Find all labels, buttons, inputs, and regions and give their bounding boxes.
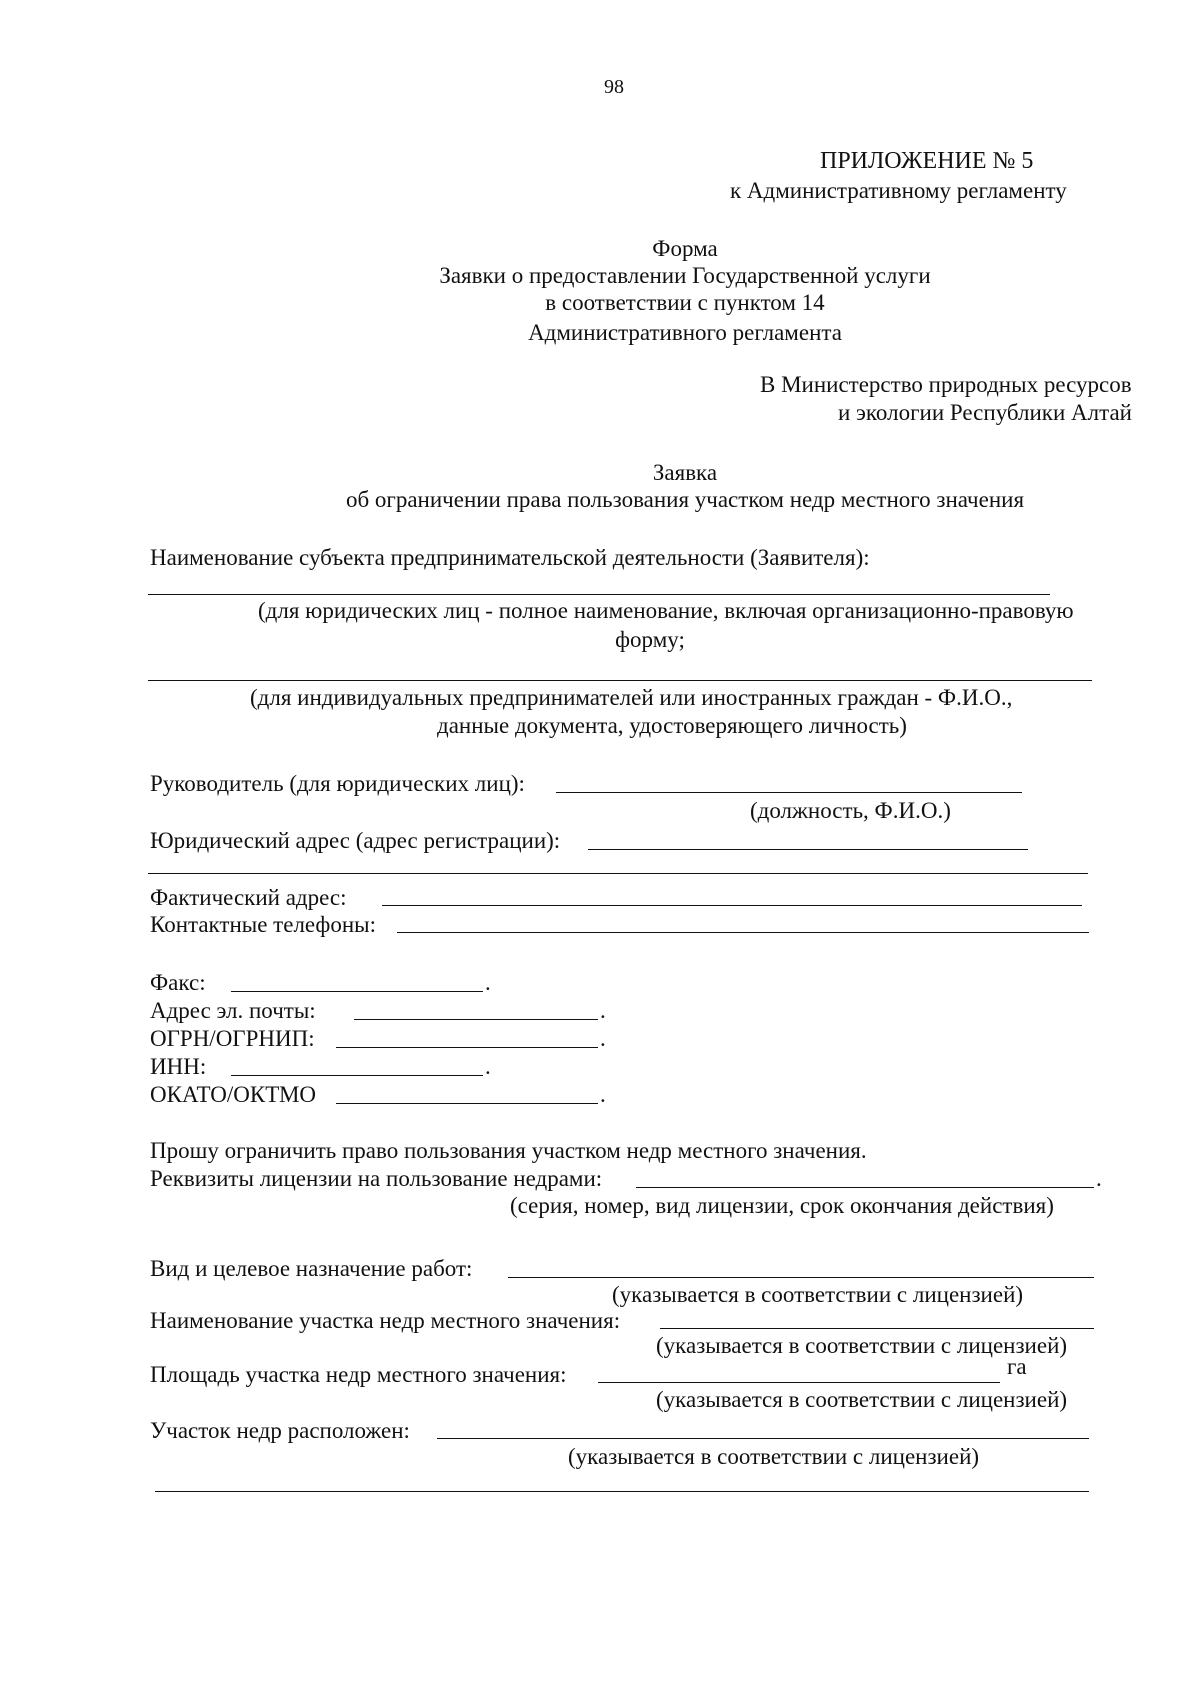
actual-address-label: Фактический адрес: [150, 885, 347, 910]
addressee-line2: и экологии Республики Алтай [838, 400, 1132, 425]
request-text: Прошу ограничить право пользования участком недр местного значения. [150, 1138, 867, 1163]
inn-label: ИНН: [150, 1054, 207, 1079]
license-label: Реквизиты лицензии на пользование недрами: [150, 1166, 603, 1191]
location-hint: (указывается в соответствии с лицензией) [568, 1444, 980, 1469]
okato-dot: . [600, 1082, 606, 1107]
area-hint: (указывается в соответствии с лицензией) [656, 1387, 1068, 1412]
page-number: 98 [604, 76, 624, 98]
individual-hint-line1: (для индивидуальных предпринимателей или иностранных граждан - Ф.И.О., [250, 685, 1013, 710]
okato-label: ОКАТО/ОКТМО [150, 1082, 317, 1107]
email-line[interactable] [354, 1019, 598, 1020]
head-hint: (должность, Ф.И.О.) [750, 798, 951, 823]
fax-label: Факс: [150, 970, 206, 995]
legal-entity-hint-line2: форму; [615, 627, 685, 652]
appendix-title: ПРИЛОЖЕНИЕ № 5 [820, 148, 1034, 174]
works-line[interactable] [508, 1277, 1094, 1278]
form-title-line3: в соответствии с пунктом 14 [545, 290, 825, 315]
site-name-line[interactable] [660, 1328, 1094, 1329]
applicant-name-label: Наименование субъекта предпринимательской деятельности (Заявителя): [150, 545, 870, 570]
email-label: Адрес эл. почты: [150, 998, 316, 1023]
license-dot: . [1096, 1166, 1102, 1191]
individual-name-line[interactable] [148, 680, 1092, 681]
head-line[interactable] [556, 792, 1022, 793]
phones-label: Контактные телефоны: [150, 912, 376, 937]
inn-line[interactable] [231, 1075, 483, 1076]
form-title-line2: Заявки о предоставлении Государственной услуги [439, 263, 931, 288]
email-dot: . [600, 998, 606, 1023]
phones-line[interactable] [397, 932, 1089, 933]
legal-address-line[interactable] [588, 849, 1028, 850]
legal-address-label: Юридический адрес (адрес регистрации): [150, 828, 561, 853]
license-hint: (серия, номер, вид лицензии, срок окончания действия) [510, 1193, 1054, 1218]
head-label: Руководитель (для юридических лиц): [150, 771, 525, 796]
legal-entity-hint-line1: (для юридических лиц - полное наименование, включая организационно-правовую [258, 598, 1074, 623]
addressee-line1: В Министерство природных ресурсов [760, 372, 1132, 397]
works-hint: (указывается в соответствии с лицензией) [612, 1282, 1024, 1307]
area-unit: га [1007, 1354, 1027, 1379]
license-line[interactable] [636, 1187, 1094, 1188]
application-title: Заявка [652, 460, 718, 485]
form-title-line4: Административного регламента [528, 320, 842, 345]
area-label: Площадь участка недр местного значения: [150, 1362, 567, 1387]
ogrn-label: ОГРН/ОГРНИП: [150, 1026, 315, 1051]
form-title-line1: Форма [652, 236, 718, 261]
location-label: Участок недр расположен: [150, 1418, 410, 1443]
area-line[interactable] [598, 1382, 1000, 1383]
fax-line[interactable] [231, 991, 483, 992]
ogrn-line[interactable] [336, 1047, 598, 1048]
application-subtitle: об ограничении права пользования участком недр местного значения [345, 487, 1025, 512]
site-name-label: Наименование участка недр местного значения: [150, 1308, 621, 1333]
location-line[interactable] [437, 1438, 1089, 1439]
location-line-2[interactable] [155, 1491, 1089, 1492]
legal-address-line-2[interactable] [148, 873, 1088, 874]
actual-address-line[interactable] [382, 905, 1082, 906]
ogrn-dot: . [600, 1026, 606, 1051]
okato-line[interactable] [336, 1103, 598, 1104]
inn-dot: . [485, 1054, 491, 1079]
site-name-hint: (указывается в соответствии с лицензией) [656, 1333, 1068, 1358]
applicant-name-line[interactable] [148, 594, 1050, 595]
individual-hint-line2: данные документа, удостоверяющего личность) [437, 713, 907, 738]
appendix-subtitle: к Административному регламенту [730, 178, 1067, 203]
fax-dot: . [485, 970, 491, 995]
works-label: Вид и целевое назначение работ: [150, 1256, 473, 1281]
